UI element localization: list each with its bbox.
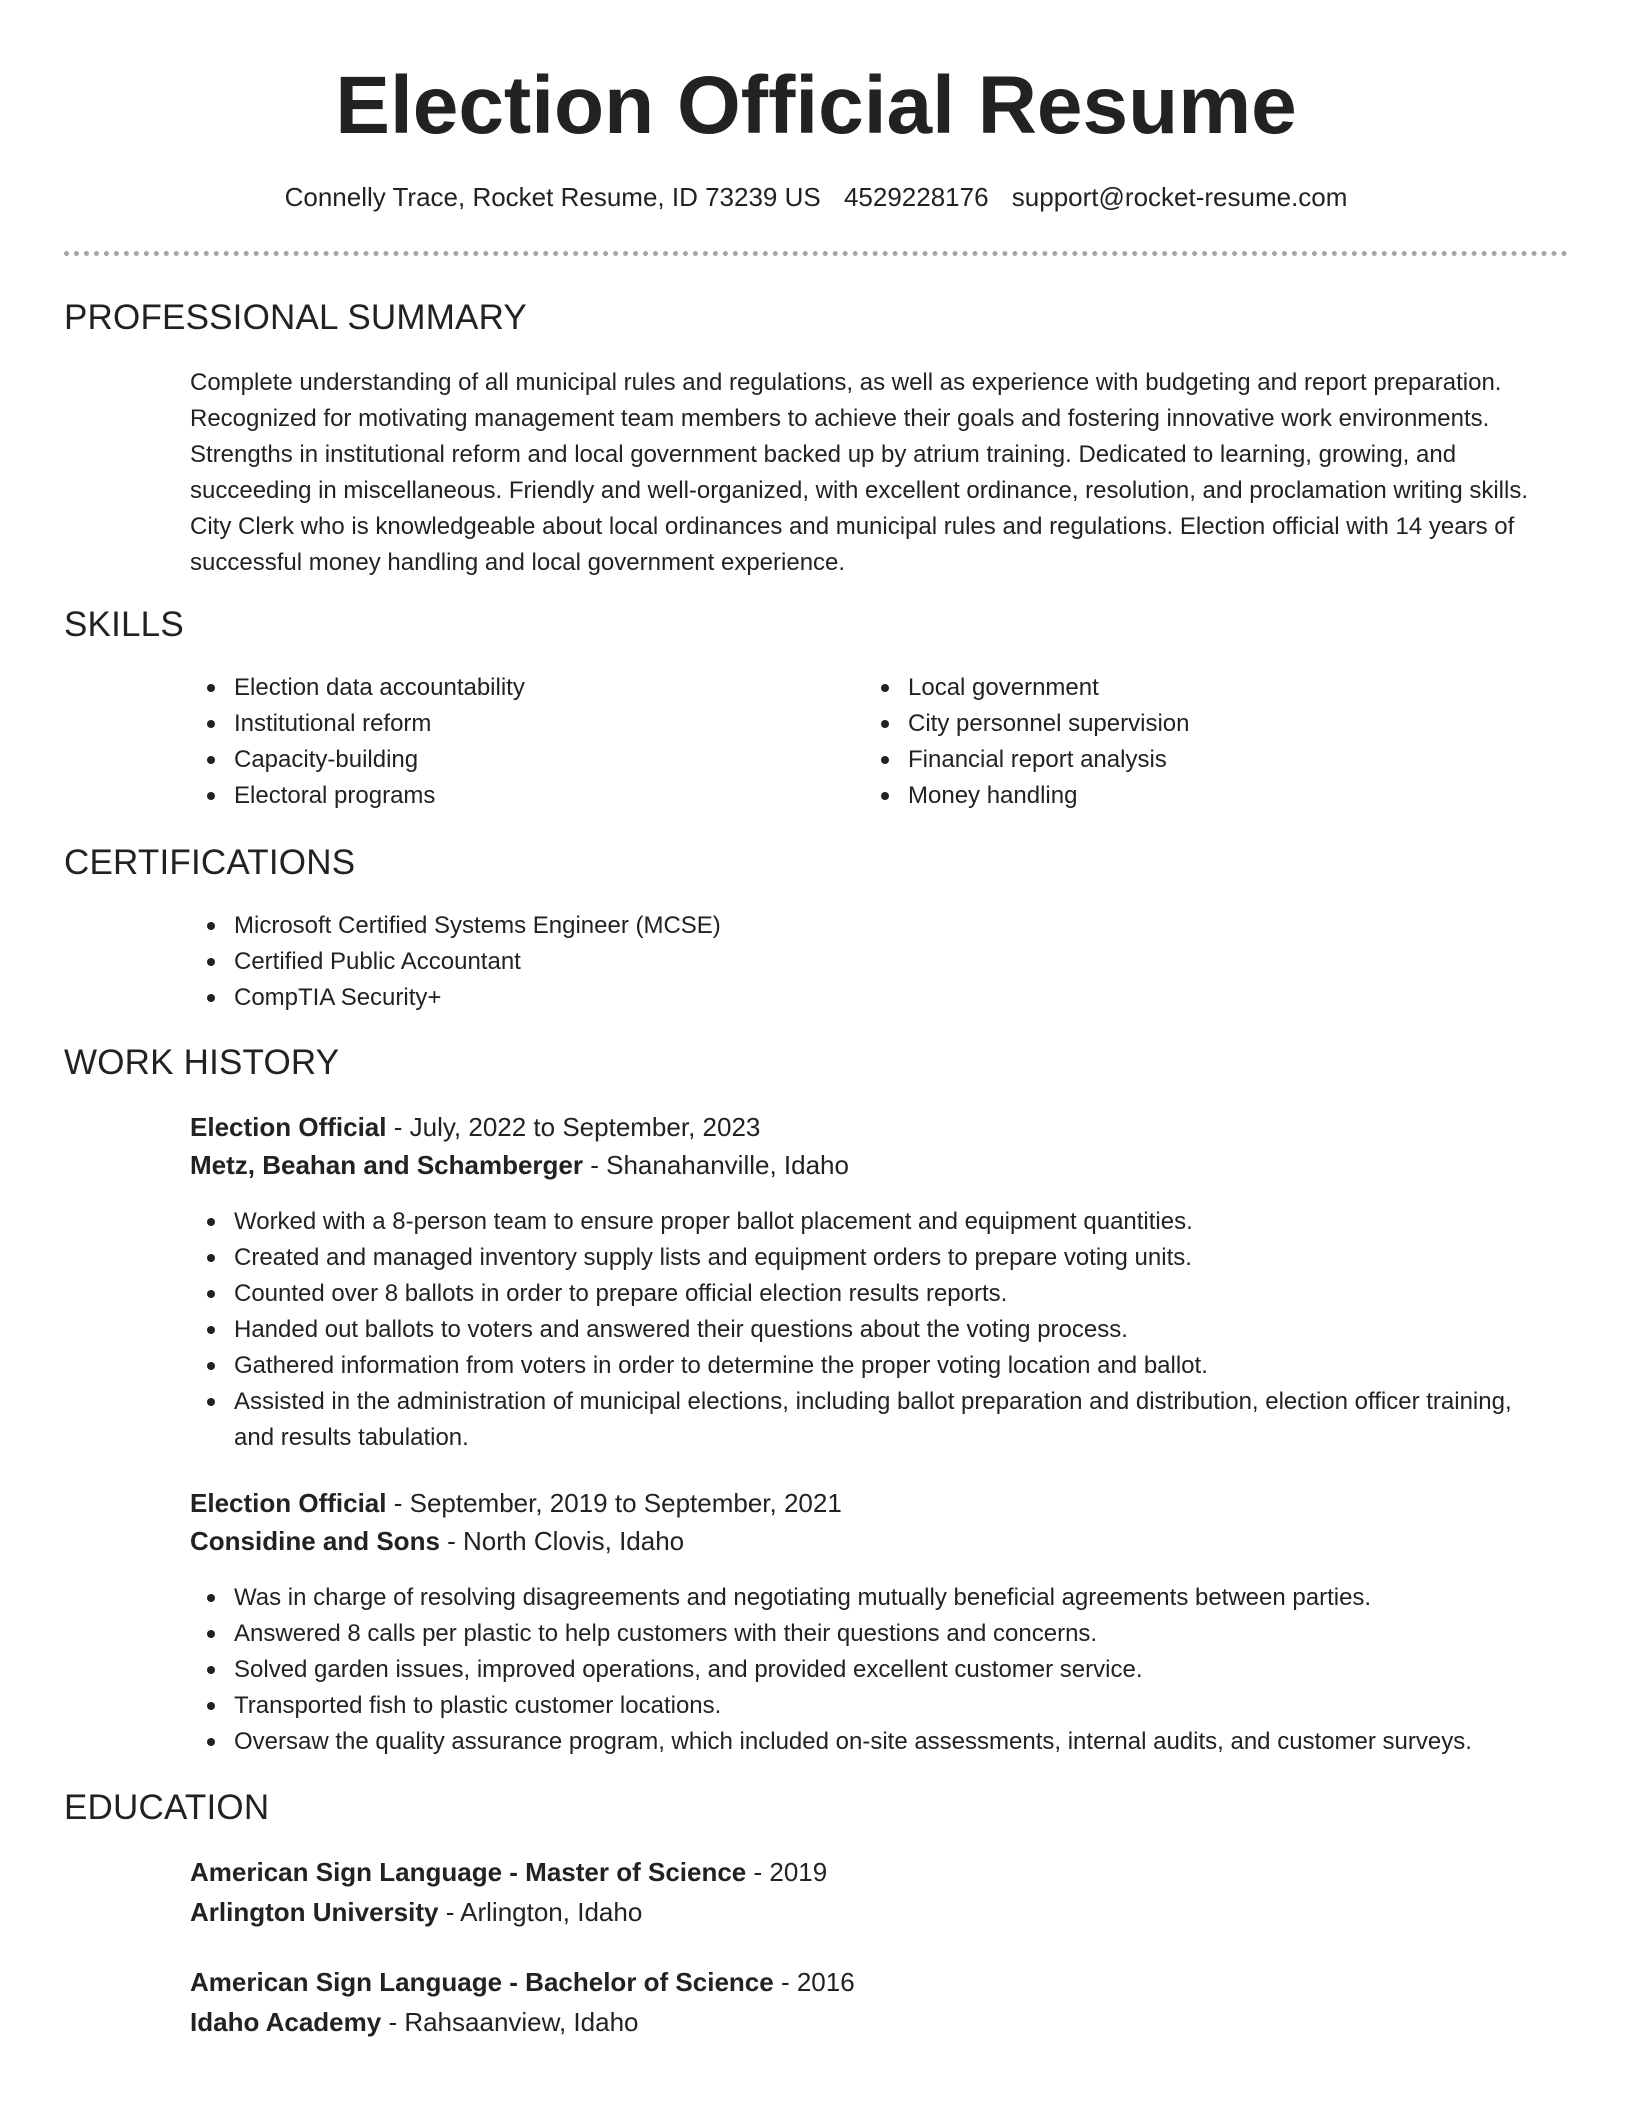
resume-title: Election Official Resume xyxy=(335,60,1297,151)
list-item: Handed out ballots to voters and answered their questions about the voting process. xyxy=(190,1312,1520,1348)
job-location: - North Clovis, Idaho xyxy=(439,1526,685,1556)
list-item: Election data accountability xyxy=(190,670,830,706)
list-item: Microsoft Certified Systems Engineer (MCSE) xyxy=(190,908,1560,944)
list-item: Certified Public Accountant xyxy=(190,944,1560,980)
education-degree-line xyxy=(190,1853,827,1891)
job-dates: - July, 2022 to September, 2023 xyxy=(386,1112,761,1142)
job-title-line xyxy=(190,1484,842,1522)
bullet-icon xyxy=(207,684,215,692)
bullet-icon xyxy=(207,1254,215,1262)
bullet-icon xyxy=(881,720,889,728)
list-item: Money handling xyxy=(864,778,1504,814)
bullet-icon xyxy=(207,994,215,1002)
bullet-icon xyxy=(207,1398,215,1406)
contact-email: support@rocket-resume.com xyxy=(1011,182,1348,212)
section-heading-skills: SKILLS xyxy=(64,605,184,644)
summary-text: Complete understanding of all municipal rules and regulations, as well as experience with budgeting and report preparation. Recognized for motivating management team members to achieve their goals and fostering innovative work environments. Strengths in institutional reform and local government backed up by atrium training. Dedicated to learning, growing, and succeeding in miscellaneous. Friendly and well-organized, with excellent ordinance, resolution, and proclamation writing skills. City Clerk who is knowledgeable about local ordinances and municipal rules and regulations. Election official with 14 years of successful money handling and local government experience. xyxy=(190,369,1529,576)
education-school-line xyxy=(190,1893,642,1931)
list-item: Was in charge of resolving disagreements and negotiating mutually beneficial agreements between parties. xyxy=(190,1580,1590,1616)
job-company-line xyxy=(190,1146,849,1184)
bullet-icon xyxy=(207,958,215,966)
list-item: Oversaw the quality assurance program, which included on-site assessments, internal audits, and customer surveys. xyxy=(190,1724,1590,1760)
list-item: Solved garden issues, improved operations, and provided excellent customer service. xyxy=(190,1652,1590,1688)
job-company-line xyxy=(190,1522,684,1560)
job-company: Considine and Sons xyxy=(190,1526,440,1556)
bullet-icon xyxy=(207,720,215,728)
section-heading-certifications: CERTIFICATIONS xyxy=(64,843,356,882)
list-item: Capacity-building xyxy=(190,742,830,778)
section-heading-work-history: WORK HISTORY xyxy=(64,1043,340,1082)
education-location: - Rahsaanview, Idaho xyxy=(381,2007,639,2037)
job-dates: - September, 2019 to September, 2021 xyxy=(386,1488,842,1518)
list-item: City personnel supervision xyxy=(864,706,1504,742)
bullet-icon xyxy=(207,1738,215,1746)
list-item: Financial report analysis xyxy=(864,742,1504,778)
list-item: Institutional reform xyxy=(190,706,830,742)
contact-address: Connelly Trace, Rocket Resume, ID 73239 US xyxy=(284,182,821,212)
list-item: Worked with a 8-person team to ensure proper ballot placement and equipment quantities. xyxy=(190,1204,1520,1240)
job-company: Metz, Beahan and Schamberger xyxy=(190,1150,583,1180)
job-title: Election Official xyxy=(190,1112,387,1142)
bullet-icon xyxy=(207,1666,215,1674)
bullet-icon xyxy=(207,922,215,930)
job-location: - Shanahanville, Idaho xyxy=(583,1150,849,1180)
job-bullets xyxy=(190,1580,1590,1760)
bullet-icon xyxy=(207,1326,215,1334)
list-item: Local government xyxy=(864,670,1504,706)
job-title-line xyxy=(190,1108,760,1146)
bullet-icon xyxy=(881,684,889,692)
contact-line xyxy=(0,180,1632,214)
job-bullets xyxy=(190,1204,1520,1456)
bullet-icon xyxy=(207,1362,215,1370)
education-school: Arlington University xyxy=(190,1897,439,1927)
list-item: Counted over 8 ballots in order to prepare official election results reports. xyxy=(190,1276,1520,1312)
list-item: CompTIA Security+ xyxy=(190,980,1560,1016)
job-title: Election Official xyxy=(190,1488,387,1518)
header-divider xyxy=(64,251,1568,256)
section-heading-education: EDUCATION xyxy=(64,1788,270,1827)
bullet-icon xyxy=(881,756,889,764)
list-item: Electoral programs xyxy=(190,778,830,814)
list-item: Gathered information from voters in order to determine the proper voting location and ballot. xyxy=(190,1348,1520,1384)
education-degree-line xyxy=(190,1963,855,2001)
certifications-list xyxy=(190,908,1560,1016)
education-school: Idaho Academy xyxy=(190,2007,382,2037)
bullet-icon xyxy=(207,1218,215,1226)
bullet-icon xyxy=(207,1702,215,1710)
bullet-icon xyxy=(881,792,889,800)
education-degree: American Sign Language - Master of Science xyxy=(190,1857,747,1887)
education-year: - 2016 xyxy=(773,1967,855,1997)
bullet-icon xyxy=(207,1290,215,1298)
list-item: Transported fish to plastic customer locations. xyxy=(190,1688,1590,1724)
bullet-icon xyxy=(207,1630,215,1638)
bullet-icon xyxy=(207,756,215,764)
bullet-icon xyxy=(207,792,215,800)
section-heading-summary: PROFESSIONAL SUMMARY xyxy=(64,298,527,337)
skills-list-right xyxy=(864,670,1504,814)
list-item: Created and managed inventory supply lists and equipment orders to prepare voting units. xyxy=(190,1240,1520,1276)
education-year: - 2019 xyxy=(746,1857,828,1887)
list-item: Answered 8 calls per plastic to help customers with their questions and concerns. xyxy=(190,1616,1590,1652)
bullet-icon xyxy=(207,1594,215,1602)
contact-phone: 4529228176 xyxy=(843,182,989,212)
skills-list-left xyxy=(190,670,830,814)
list-item: Assisted in the administration of municipal elections, including ballot preparation and distribution, election officer training, and results tabulation. xyxy=(190,1384,1520,1456)
education-school-line xyxy=(190,2003,639,2041)
education-location: - Arlington, Idaho xyxy=(438,1897,643,1927)
education-degree: American Sign Language - Bachelor of Science xyxy=(190,1967,774,1997)
